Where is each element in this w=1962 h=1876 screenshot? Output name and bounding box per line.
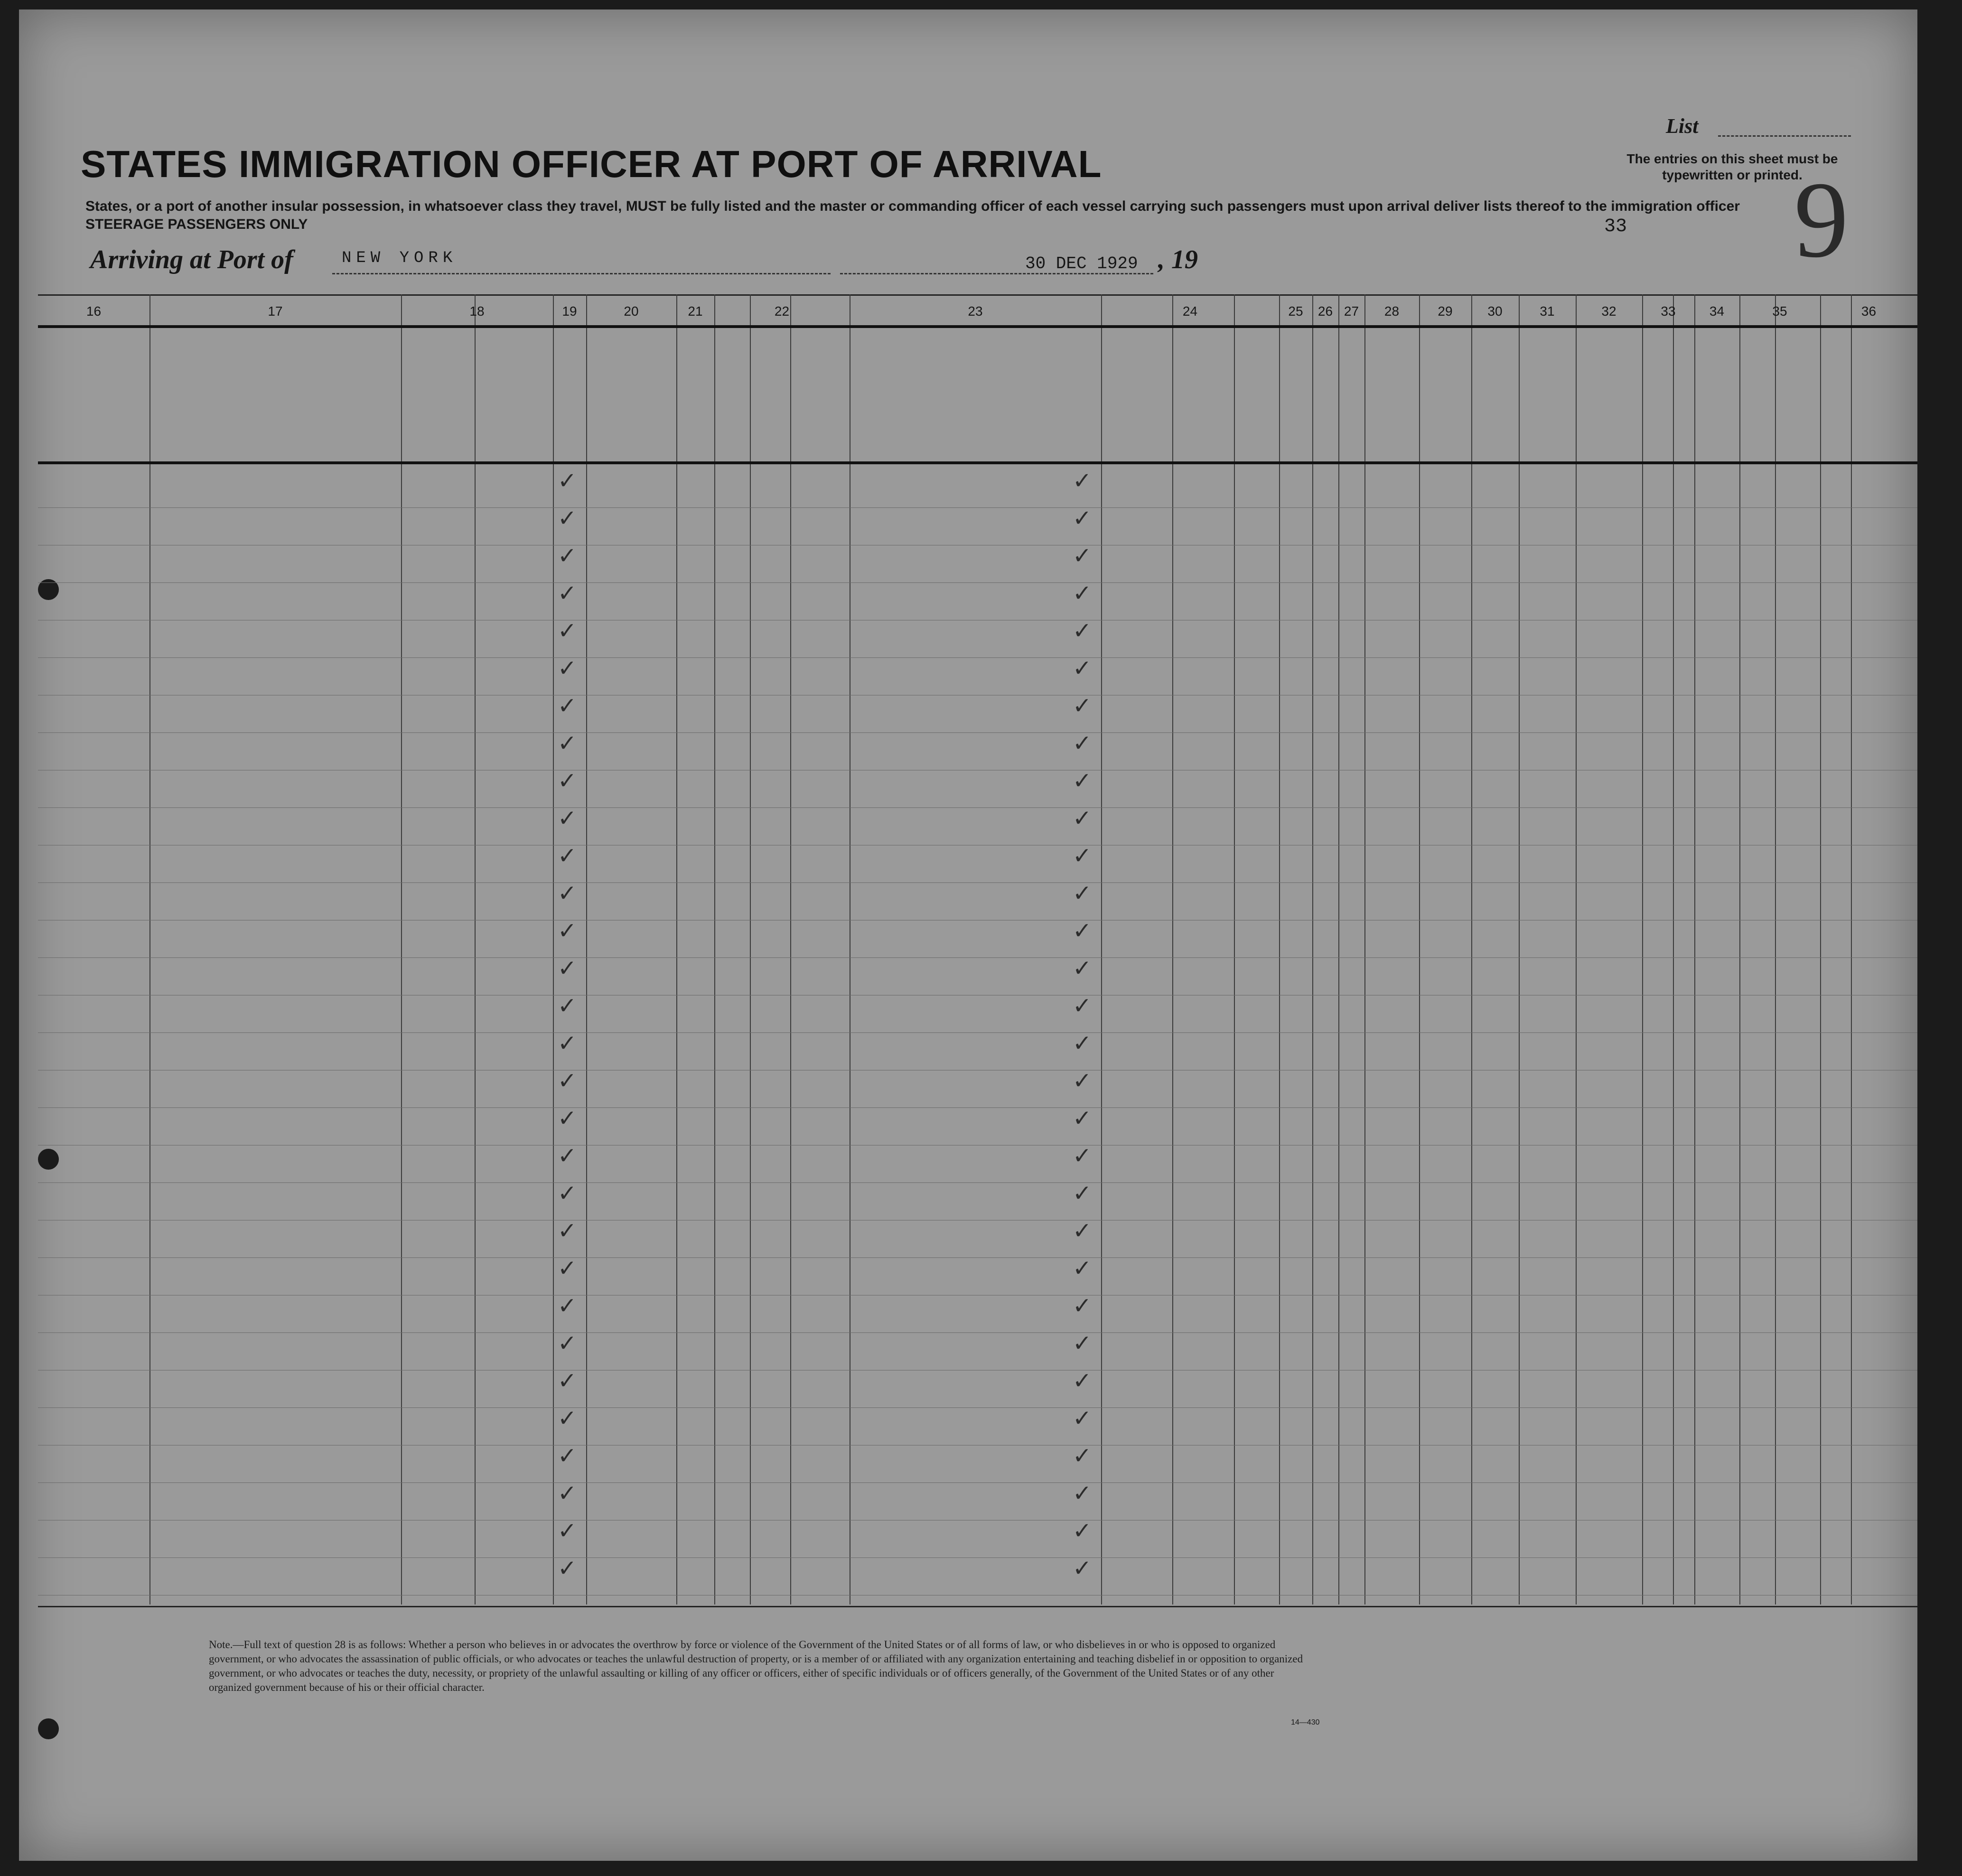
header-prison (1279, 349, 1312, 458)
column-divider (401, 294, 402, 1604)
binder-hole (38, 1718, 59, 1739)
row-divider (38, 507, 1917, 508)
column-divider (1694, 294, 1695, 1604)
row-divider (38, 957, 1917, 958)
checkmark-icon: ✓ (1073, 1180, 1092, 1207)
header-if-yes (750, 389, 850, 403)
class-note: STEERAGE PASSENGERS ONLY (85, 216, 308, 232)
column-number: 28 (1384, 304, 1400, 319)
header-color-of (1673, 347, 1739, 361)
header-bottom-rule (38, 461, 1917, 464)
header-polygamist (1312, 349, 1338, 458)
header-city (475, 408, 553, 422)
checkmark-icon: ✓ (558, 1368, 577, 1394)
port-underline (332, 273, 831, 274)
header-eyes (1694, 408, 1739, 422)
header-purpose-return (1101, 349, 1172, 458)
checkmark-icon: ✓ (1073, 618, 1092, 644)
column-number: 20 (624, 304, 639, 319)
column-number: 17 (268, 304, 283, 319)
checkmark-icon: ✓ (558, 1330, 577, 1357)
stamped-sheet-number: 9 (1794, 159, 1849, 280)
header-final-destination (401, 332, 553, 347)
checkmark-icon: ✓ (1073, 505, 1092, 532)
checkmark-icon: ✓ (1073, 1555, 1092, 1582)
year-label: , 19 (1158, 245, 1198, 274)
row-divider (38, 582, 1917, 583)
column-number: 32 (1601, 304, 1616, 319)
checkmark-icon: ✓ (1073, 1293, 1092, 1319)
column-number: 16 (86, 304, 102, 319)
column-divider (553, 294, 554, 1604)
header-deported (1471, 349, 1519, 458)
header-ticket (553, 349, 586, 458)
list-underline (1718, 135, 1851, 137)
checkmark-icon: ✓ (558, 880, 577, 907)
checkmark-icon: ✓ (1073, 1143, 1092, 1169)
checkmark-icon: ✓ (558, 1518, 577, 1544)
checkmark-icon: ✓ (1073, 1480, 1092, 1507)
checkmark-icon: ✓ (558, 543, 577, 569)
column-divider (586, 294, 587, 1604)
checkmark-icon: ✓ (558, 1293, 577, 1319)
header-passage-paid (586, 342, 676, 385)
row-divider (38, 1332, 1917, 1333)
column-number: 19 (562, 304, 577, 319)
column-divider (1576, 294, 1577, 1604)
row-divider (38, 1482, 1917, 1483)
checkmark-icon: ✓ (558, 1255, 577, 1282)
checkmark-icon: ✓ (558, 1143, 577, 1169)
checkmark-icon: ✓ (1073, 730, 1092, 757)
checkmark-icon: ✓ (558, 955, 577, 982)
checkmark-icon: ✓ (558, 918, 577, 944)
header-overthrow (1364, 349, 1419, 458)
column-divider (1312, 294, 1313, 1604)
column-divider (1338, 294, 1339, 1604)
header-joining (850, 370, 1101, 437)
header-anarchist (1338, 349, 1364, 458)
checkmark-icon: ✓ (1073, 1330, 1092, 1357)
header-money (676, 349, 714, 458)
checkmark-icon: ✓ (1073, 1405, 1092, 1432)
header-nearest-relative (149, 370, 401, 427)
header-inches (1576, 427, 1642, 441)
column-number: 31 (1540, 304, 1555, 319)
header-where (790, 422, 850, 437)
header-yes-no (714, 403, 750, 432)
checkmark-icon: ✓ (558, 468, 577, 494)
column-number: 36 (1861, 304, 1877, 319)
column-divider (1279, 294, 1280, 1604)
sheet-number: 33 (1604, 216, 1627, 237)
manifest-table (38, 294, 1917, 1607)
row-divider (38, 1182, 1917, 1183)
checkmark-icon: ✓ (1073, 1255, 1092, 1282)
column-divider (1419, 294, 1420, 1604)
row-divider (38, 1257, 1917, 1258)
checkmark-icon: ✓ (558, 1105, 577, 1132)
row-divider (38, 1557, 1917, 1558)
header-final-destination-note (401, 351, 553, 366)
row-divider (38, 657, 1917, 658)
checkmark-icon: ✓ (1073, 1030, 1092, 1057)
checkmark-icon: ✓ (558, 1218, 577, 1244)
entries-note: The entries on this sheet must be typewritten or printed. (1626, 151, 1838, 182)
column-divider (149, 294, 150, 1604)
column-divider (790, 294, 791, 1604)
row-divider (38, 807, 1917, 808)
header-feet (1519, 427, 1576, 441)
checkmark-icon: ✓ (1073, 543, 1092, 569)
header-contract (1419, 349, 1471, 458)
checkmark-icon: ✓ (1073, 468, 1092, 494)
column-number: 21 (688, 304, 703, 319)
column-number: 34 (1709, 304, 1725, 319)
checkmark-icon: ✓ (1073, 1218, 1092, 1244)
row-divider (38, 882, 1917, 883)
column-divider (1673, 294, 1674, 1604)
checkmark-icon: ✓ (1073, 580, 1092, 607)
column-divider (1471, 294, 1472, 1604)
checkmark-icon: ✓ (558, 1480, 577, 1507)
checkmark-icon: ✓ (1073, 843, 1092, 869)
checkmark-icon: ✓ (1073, 693, 1092, 719)
instruction-text: States, or a port of another insular possession, in whatsoever class they travel, MUST be fully listed and the master or commanding officer of each vessel carrying such passengers must upon arrival deliver lists thereof to the immigration officer (85, 198, 1740, 214)
column-divider (1101, 294, 1102, 1604)
column-divider (1172, 294, 1173, 1604)
header-purpose-citizen (1234, 349, 1279, 458)
column-divider (1851, 294, 1852, 1604)
column-divider (1364, 294, 1365, 1604)
checkmark-icon: ✓ (1073, 880, 1092, 907)
form-code: 14—430 (1291, 1718, 1320, 1726)
checkmark-icon: ✓ (558, 805, 577, 832)
row-divider (38, 1032, 1917, 1033)
checkmark-icon: ✓ (558, 1068, 577, 1094)
checkmark-icon: ✓ (1073, 955, 1092, 982)
checkmark-icon: ✓ (1073, 1068, 1092, 1094)
checkmark-icon: ✓ (558, 580, 577, 607)
footer-note: Note.—Full text of question 28 is as follows: Whether a person who believes in or advocates the overthrow by force or violence of the Government of the United States or of all forms of law, or who disbelieves in or who is opposed to organized government, or who advocates the assassination of public officials, or who advocates or teaches the unlawful destruction of property, or is a member of or affiliated with any organization entertaining and teaching disbelief in or opposition to organized government, or who advocates or teaches the duty, necessity, or propriety of the unlawful assaulting or killing of any officer or officers, either of specific individuals or of officers generally, of the Government of the United States or of any other organized government because of his or their official character. (209, 1639, 1303, 1693)
header-purpose (1101, 330, 1279, 344)
row-divider (38, 1107, 1917, 1108)
checkmark-icon: ✓ (558, 1443, 577, 1469)
page-title: STATES IMMIGRATION OFFICER AT PORT OF ARRIVAL (81, 143, 1102, 185)
checkmark-icon: ✓ (558, 730, 577, 757)
arrival-date: 30 DEC 1929 (1025, 254, 1138, 273)
column-divider (714, 294, 715, 1604)
port-value: NEW YORK (342, 249, 458, 267)
checkmark-icon: ✓ (558, 693, 577, 719)
checkmark-icon: ✓ (558, 505, 577, 532)
checkmark-icon: ✓ (1073, 655, 1092, 682)
checkmark-icon: ✓ (1073, 993, 1092, 1019)
header-rule (38, 325, 1917, 328)
checkmark-icon: ✓ (1073, 768, 1092, 794)
checkmark-icon: ✓ (1073, 1105, 1092, 1132)
column-divider (1775, 294, 1776, 1604)
column-number: 26 (1317, 304, 1333, 319)
header-height (1519, 347, 1642, 361)
checkmark-icon: ✓ (558, 993, 577, 1019)
column-divider (1234, 294, 1235, 1604)
header-purpose-length (1172, 349, 1234, 458)
column-number: 22 (774, 304, 790, 319)
header-no-on-list (38, 370, 149, 418)
column-number: 27 (1344, 304, 1359, 319)
checkmark-icon: ✓ (1073, 805, 1092, 832)
checkmark-icon: ✓ (558, 768, 577, 794)
header-state (401, 408, 475, 422)
checkmark-icon: ✓ (558, 1180, 577, 1207)
column-number: 18 (469, 304, 485, 319)
checkmark-icon: ✓ (558, 655, 577, 682)
column-divider (1642, 294, 1643, 1604)
checkmark-icon: ✓ (1073, 1368, 1092, 1394)
header-hair (1673, 408, 1694, 422)
checkmark-icon: ✓ (558, 1030, 577, 1057)
column-number: 29 (1438, 304, 1453, 319)
row-divider (38, 1407, 1917, 1408)
column-divider (475, 294, 476, 1604)
column-divider (1820, 294, 1821, 1604)
column-number: 30 (1487, 304, 1503, 319)
row-divider (38, 732, 1917, 733)
column-divider (1519, 294, 1520, 1604)
column-number: 35 (1772, 304, 1787, 319)
header-before-in-us (714, 332, 850, 389)
arriving-label: Arriving at Port of (90, 245, 293, 274)
checkmark-icon: ✓ (558, 1555, 577, 1582)
column-divider (676, 294, 677, 1604)
column-divider (1739, 294, 1740, 1604)
checkmark-icon: ✓ (558, 618, 577, 644)
column-number: 24 (1182, 304, 1198, 319)
column-number: 25 (1288, 304, 1303, 319)
checkmark-icon: ✓ (1073, 1518, 1092, 1544)
header-complexion (1642, 380, 1673, 408)
column-divider (750, 294, 751, 1604)
checkmark-icon: ✓ (1073, 1443, 1092, 1469)
checkmark-icon: ✓ (1073, 918, 1092, 944)
column-number: 33 (1661, 304, 1676, 319)
header-year-period (750, 418, 790, 446)
checkmark-icon: ✓ (558, 843, 577, 869)
column-number: 23 (968, 304, 983, 319)
checkmark-icon: ✓ (558, 1405, 577, 1432)
header-marks (1739, 387, 1917, 401)
list-label: List (1666, 114, 1699, 138)
